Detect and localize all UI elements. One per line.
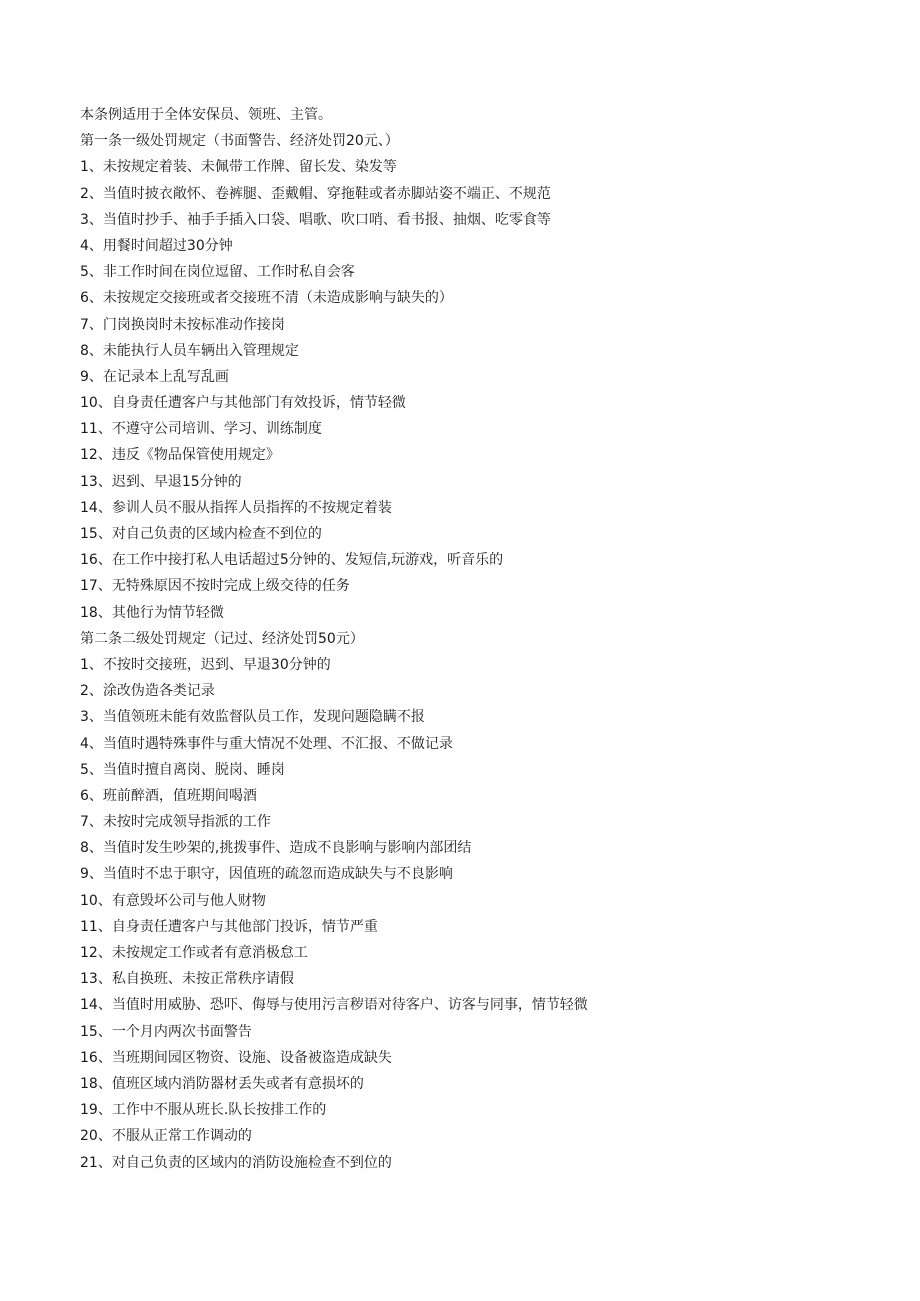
text-line: 4、当值时遇特殊事件与重大情况不处理、不汇报、不做记录 (80, 735, 453, 752)
document-body (80, 106, 860, 1180)
text-line: 8、当值时发生吵架的,挑拨事件、造成不良影响与影响内部团结 (80, 840, 472, 857)
text-line: 13、私自换班、未按正常秩序请假 (80, 971, 294, 988)
text-line: 1、不按时交接班，迟到、早退30分钟的 (80, 656, 331, 673)
text-line: 15、一个月内两次书面警告 (80, 1023, 252, 1040)
text-line: 9、在记录本上乱写乱画 (80, 368, 229, 385)
text-line: 11、自身责任遭客户与其他部门投诉，情节严重 (80, 918, 378, 935)
text-line: 11、不遵守公司培训、学习、训练制度 (80, 421, 322, 438)
text-line: 1、未按规定着装、未佩带工作牌、留长发、染发等 (80, 159, 397, 176)
text-line: 7、未按时完成领导指派的工作 (80, 814, 271, 831)
text-line: 16、在工作中接打私人电话超过5分钟的、发短信,玩游戏，听音乐的 (80, 552, 504, 569)
text-line: 2、涂改伪造各类记录 (80, 683, 215, 700)
text-line: 14、参训人员不服从指挥人员指挥的不按规定着装 (80, 499, 392, 516)
text-line: 本条例适用于全体安保员、领班、主管。 (80, 107, 332, 123)
text-line: 18、其他行为情节轻微 (80, 604, 224, 621)
text-line: 7、门岗换岗时未按标准动作接岗 (80, 316, 285, 333)
text-line: 16、当班期间园区物资、设施、设备被盗造成缺失 (80, 1049, 392, 1066)
text-line: 5、非工作时间在岗位逗留、工作时私自会客 (80, 264, 355, 281)
text-line: 2、当值时披衣敞怀、卷裤腿、歪戴帽、穿拖鞋或者赤脚站姿不端正、不规范 (80, 185, 551, 202)
text-line: 14、当值时用威胁、恐吓、侮辱与使用污言秽语对待客户、访客与同事，情节轻微 (80, 997, 588, 1014)
text-line: 4、用餐时间超过30分钟 (80, 237, 233, 254)
text-line: 10、自身责任遭客户与其他部门有效投诉，情节轻微 (80, 395, 406, 412)
text-line: 3、当值时抄手、袖手手插入口袋、唱歌、吹口哨、看书报、抽烟、吃零食等 (80, 211, 551, 228)
text-line: 18、值班区域内消防器材丢失或者有意损坏的 (80, 1075, 364, 1092)
text-line: 21、对自己负责的区域内的消防设施检查不到位的 (80, 1154, 392, 1171)
text-line: 6、未按规定交接班或者交接班不清（未造成影响与缺失的） (80, 290, 453, 307)
text-line: 12、违反《物品保管使用规定》 (80, 447, 280, 464)
text-line: 12、未按规定工作或者有意消极怠工 (80, 945, 308, 961)
text-line: 20、不服从正常工作调动的 (80, 1128, 252, 1145)
text-line: 第一条一级处罚规定（书面警告、经济处罚20元、） (80, 133, 399, 150)
text-line: 10、有意毁坏公司与他人财物 (80, 892, 266, 909)
text-line: 13、迟到、早退15分钟的 (80, 473, 242, 490)
text-line: 8、未能执行人员车辆出入管理规定 (80, 342, 299, 359)
text-line: 第二条二级处罚规定（记过、经济处罚50元） (80, 630, 364, 647)
text-line: 19、工作中不服从班长.队长按排工作的 (80, 1102, 327, 1119)
text-line: 5、当值时擅自离岗、脱岗、睡岗 (80, 761, 285, 778)
text-line: 17、无特殊原因不按时完成上级交待的任务 (80, 578, 350, 595)
text-line: 15、对自己负责的区域内检查不到位的 (80, 526, 322, 542)
text-line: 6、班前醉酒，值班期间喝酒 (80, 787, 257, 804)
text-line: 3、当值领班未能有效监督队员工作，发现问题隐瞒不报 (80, 709, 425, 726)
text-line: 9、当值时不忠于职守，因值班的疏忽而造成缺失与不良影响 (80, 866, 453, 883)
